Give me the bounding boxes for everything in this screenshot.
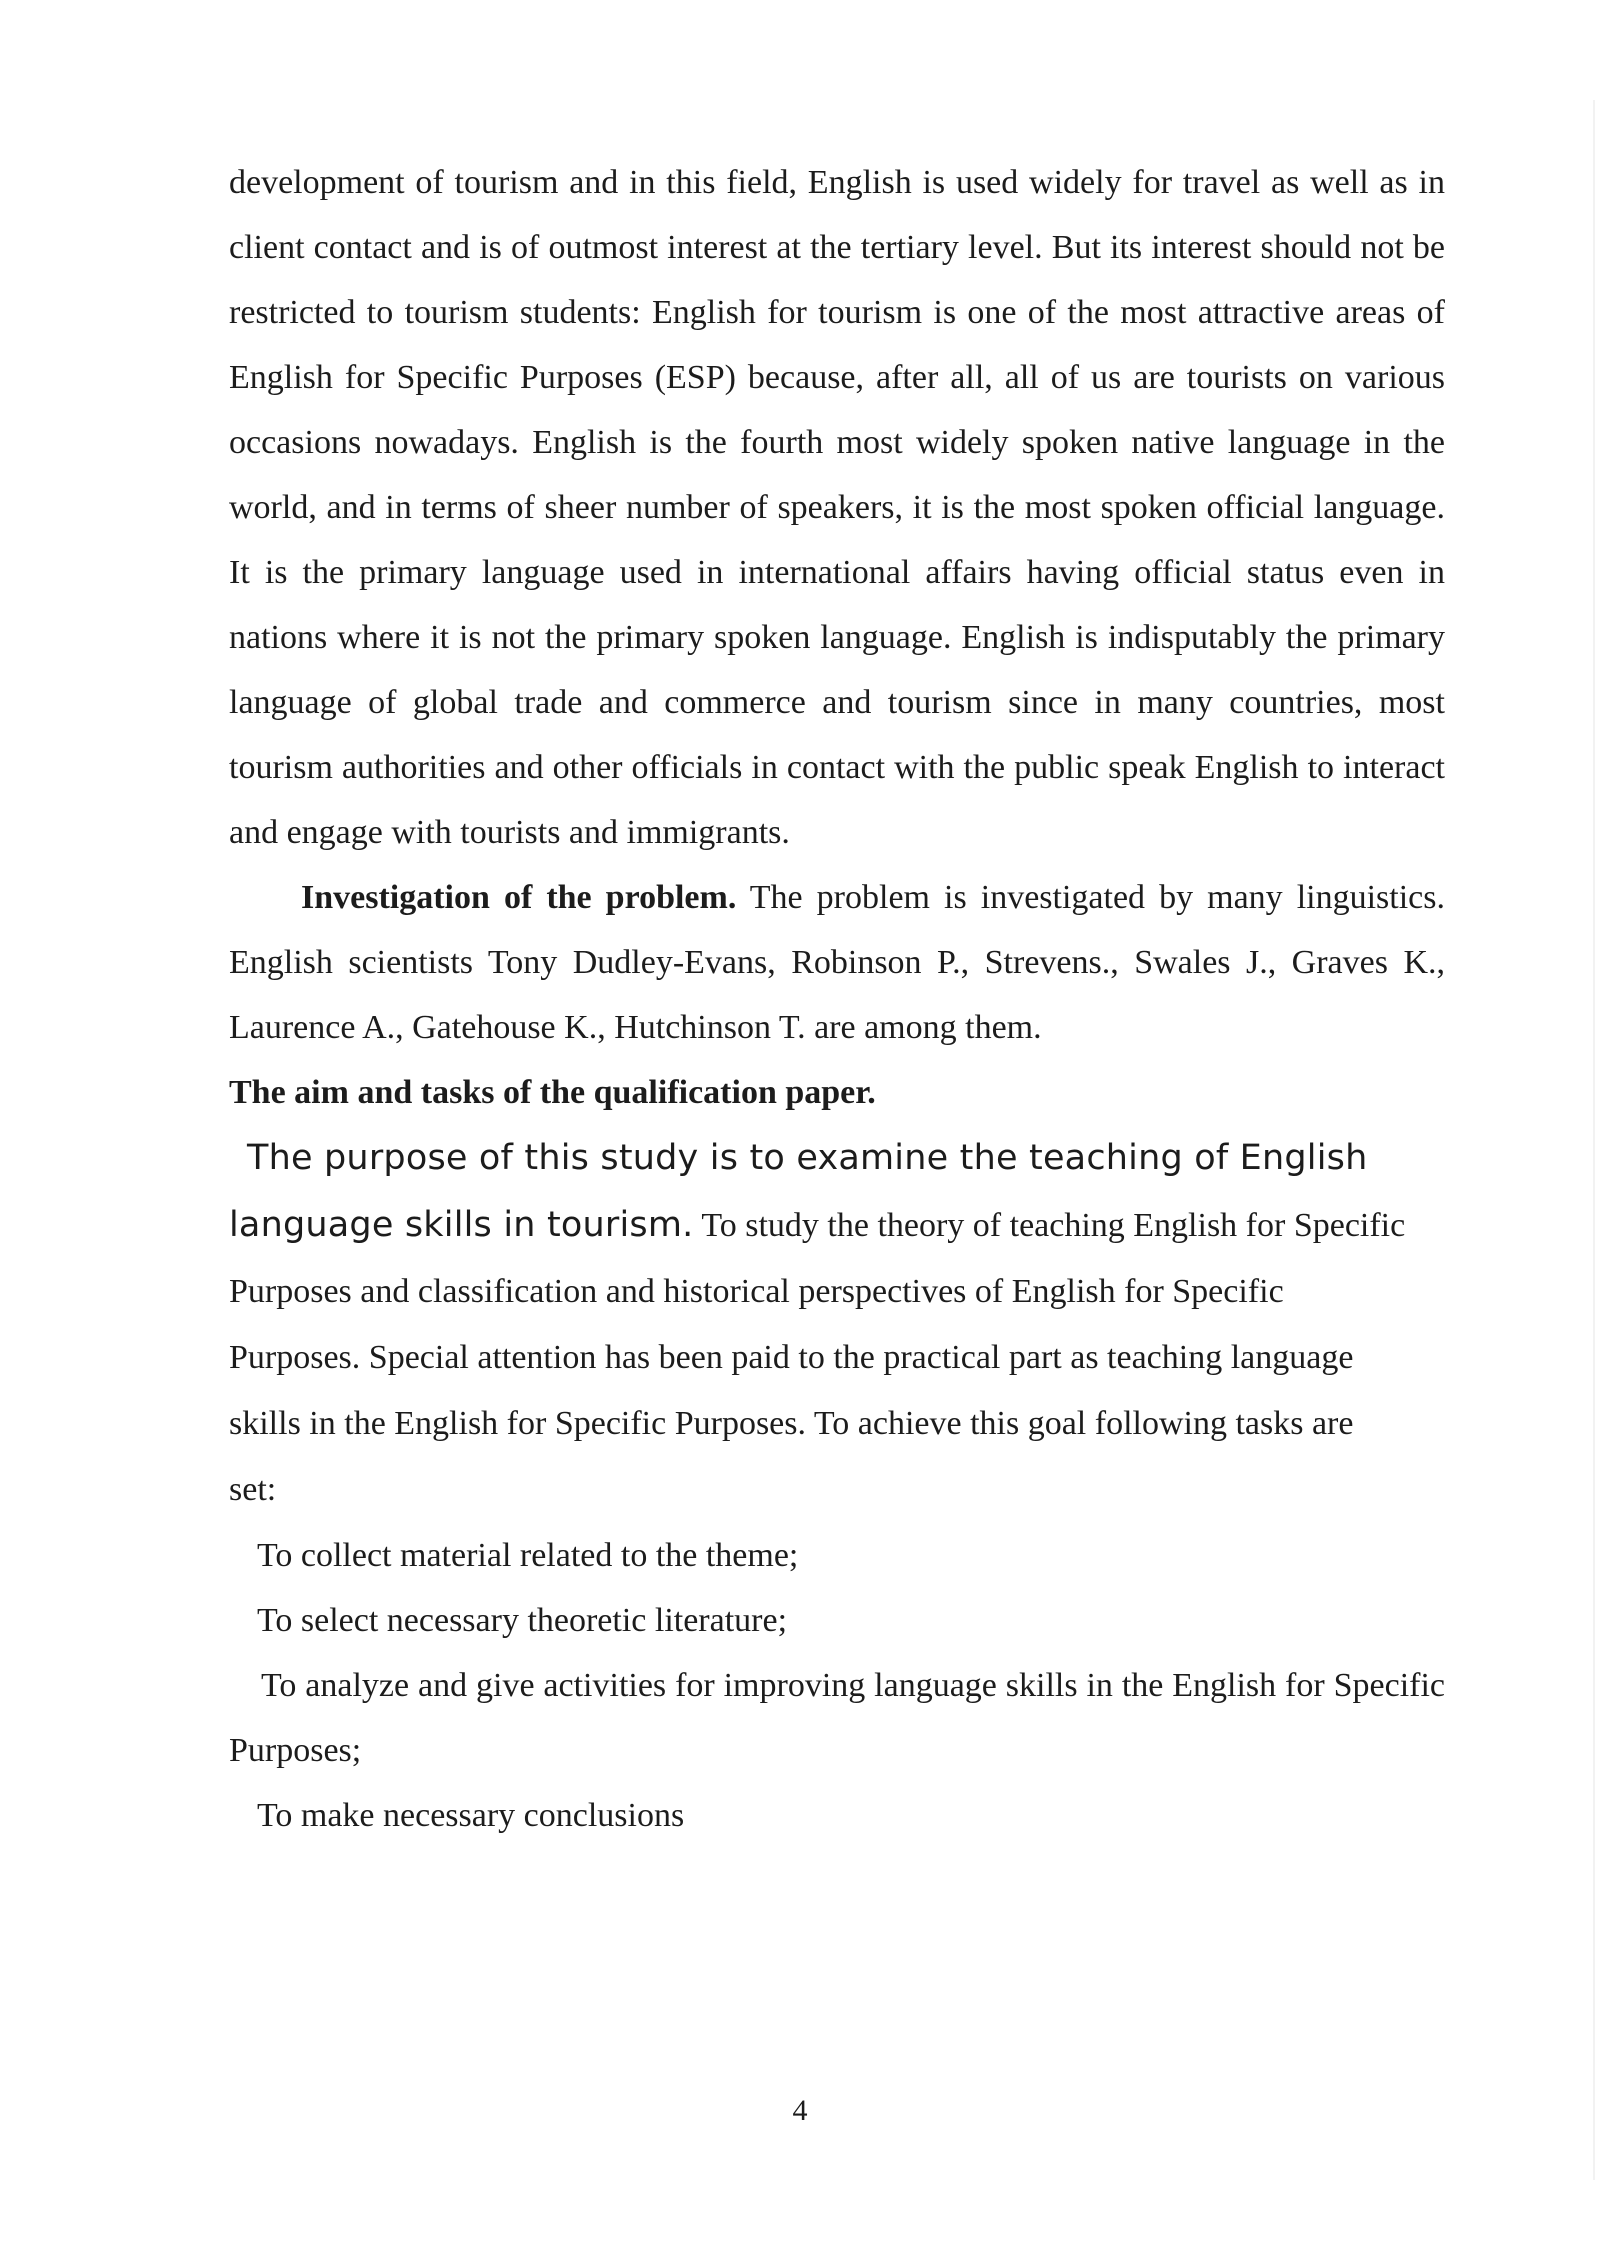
page-edge-shadow [1593, 100, 1595, 2180]
aim-heading: The aim and tasks of the qualification paper. [229, 1074, 876, 1111]
task-item: To collect material related to the theme; [257, 1537, 799, 1574]
investigation-paragraph [229, 865, 1445, 1060]
purpose-paragraph [229, 1125, 1409, 1523]
intro-paragraph: development of tourism and in this field, English is used widely for travel as well as in client contact and is of outmost interest at the tertiary level. But its interest should not be restricted to tourism students: English for tourism is one of the most attractive areas of English for Specific Purposes (ESP) because, after all, all of us are tourists on various occasions nowadays. English is the fourth most widely spoken native language in the world, and in terms of sheer number of speakers, it is the most spoken official language. It is the primary language used in international affairs having official status even in nations where it is not the primary spoken language. English is indisputably the primary language of global trade and commerce and tourism since in many countries, most tourism authorities and other officials in contact with the public speak English to interact and engage with tourists and immigrants. [229, 164, 1445, 851]
document-body [229, 150, 1445, 1848]
task-item: To select necessary theoretic literature; [257, 1602, 788, 1639]
investigation-heading: Investigation of the problem. [301, 879, 737, 916]
page-number: 4 [792, 2094, 808, 2127]
investigation-body: The problem is investigated by many linguistics. English scientists Tony Dudley-Evans, Robinson P., Strevens., Swales J., Graves K., Laurence A., Gatehouse K., Hutchinson T. are among them. [229, 879, 1445, 1046]
task-item: To make necessary conclusions [257, 1797, 685, 1834]
task-item: To analyze and give activities for improving language skills in the English for Specific Purposes; [229, 1667, 1445, 1769]
purpose-lead: The purpose of this study is to examine the teaching of English language skills in tourism. [229, 1138, 1368, 1245]
purpose-body: To study the theory of teaching English for Specific Purposes and classification and historical perspectives of English for Specific Purposes. Special attention has been paid to the practical part as teaching language skills in the English for Specific Purposes. To achieve this goal following tasks are set: [229, 1207, 1406, 1508]
